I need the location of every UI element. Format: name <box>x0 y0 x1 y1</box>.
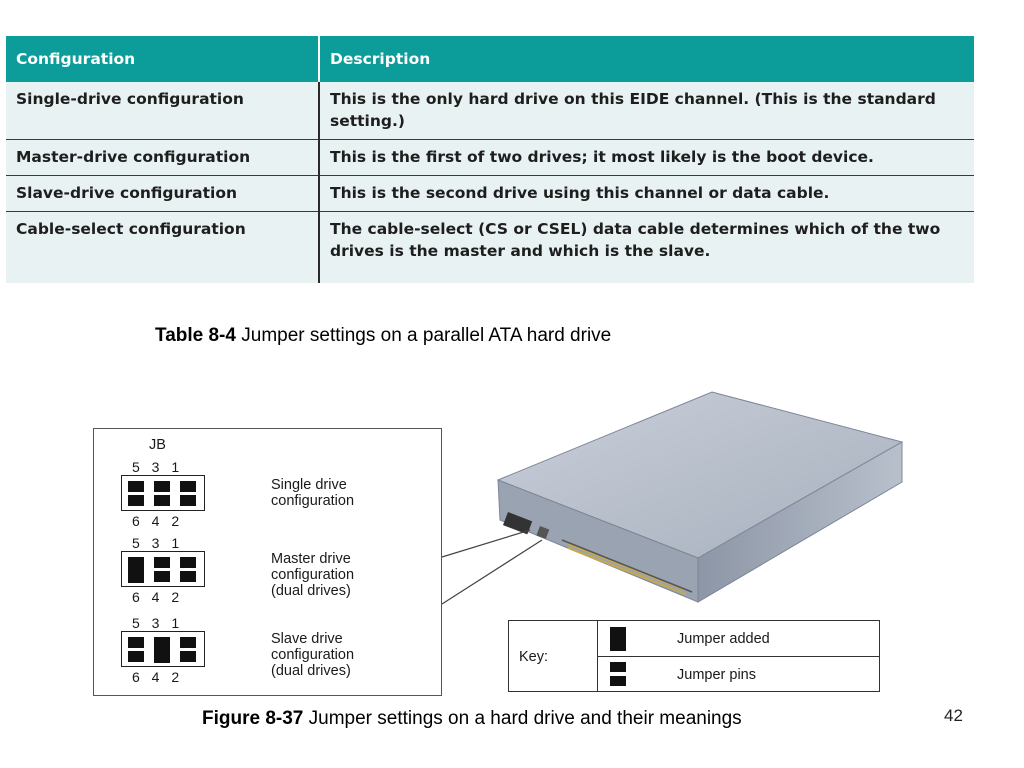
key-jumper-added: Jumper added <box>677 631 770 647</box>
figure-caption-text: Jumper settings on a hard drive and their meanings <box>308 708 742 729</box>
jumper-added-icon <box>610 627 626 651</box>
config-cell: Master-drive configuration <box>6 140 319 176</box>
figure-caption-label: Figure 8-37 <box>202 708 304 729</box>
figure-caption <box>202 708 742 730</box>
key-label: Key: <box>519 649 549 665</box>
key-legend <box>508 620 880 692</box>
config-label-master: Master drive configuration (dual drives) <box>271 551 355 599</box>
config-cell: Single-drive configuration <box>6 82 319 140</box>
table-caption-text: Jumper settings on a parallel ATA hard drive <box>241 325 612 346</box>
key-jumper-pins: Jumper pins <box>677 667 756 683</box>
jb-label: JB <box>149 437 166 453</box>
pin-numbers-bottom: 6 4 2 <box>132 669 184 685</box>
pin-numbers-bottom: 6 4 2 <box>132 589 184 605</box>
description-cell: This is the first of two drives; it most likely is the boot device. <box>319 140 974 176</box>
table-caption-label: Table 8-4 <box>155 325 236 346</box>
jumper-block-single <box>121 475 205 511</box>
jumper-pins-icon <box>610 662 626 672</box>
description-cell: This is the second drive using this channel or data cable. <box>319 176 974 212</box>
pin-numbers-top: 5 3 1 <box>132 535 184 551</box>
description-cell: This is the only hard drive on this EIDE channel. (This is the standard setting.) <box>330 90 936 130</box>
config-cell: Cable-select configuration <box>6 212 319 284</box>
config-cell: Slave-drive configuration <box>6 176 319 212</box>
config-label-single: Single drive configuration <box>271 477 355 509</box>
jumper-block-master <box>121 551 205 587</box>
pin-numbers-bottom: 6 4 2 <box>132 513 184 529</box>
pin-numbers-top: 5 3 1 <box>132 615 184 631</box>
config-label-slave: Slave drive configuration (dual drives) <box>271 631 355 679</box>
jumper-pins-icon <box>610 676 626 686</box>
column-header-configuration: Configuration <box>6 36 319 82</box>
jumper-block-slave <box>121 631 205 667</box>
pin-numbers-top: 5 3 1 <box>132 459 184 475</box>
jumper-diagram <box>93 428 442 696</box>
column-header-description: Description <box>319 36 974 82</box>
page-number: 42 <box>944 706 963 725</box>
description-cell: The cable-select (CS or CSEL) data cable determines which of the two drives is the master and which is the slave. <box>319 212 974 284</box>
